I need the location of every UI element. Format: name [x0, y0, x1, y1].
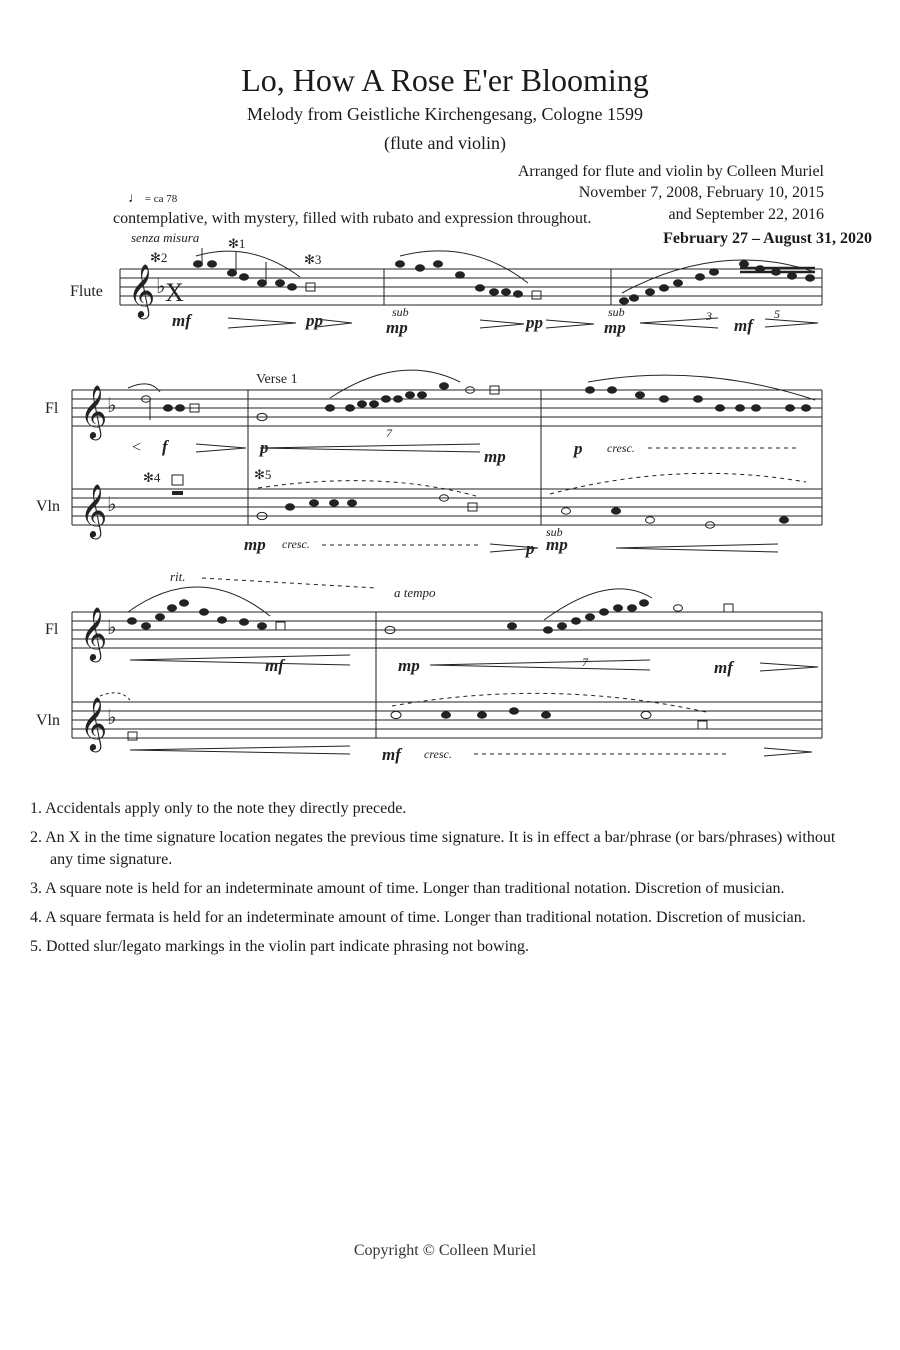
senza-misura-label: senza misura	[131, 230, 200, 245]
instrumentation: (flute and violin)	[384, 133, 506, 153]
rit-label: rit.	[170, 569, 186, 584]
arranger-credit: Arranged for flute and violin by Colleen Muriel	[517, 163, 824, 180]
footnote-2: 2. An X in the time signature location negates the previous time signature. It is in effect a bar/phrase (or bars/phrases) without any time signature.	[30, 829, 836, 868]
dynamic-mp: mp	[386, 318, 408, 337]
dynamic-pp: pp	[526, 313, 543, 332]
system-3-violin-staff	[72, 702, 822, 738]
system-2-violin-staff	[72, 489, 822, 525]
treble-clef-icon: 𝄞	[80, 485, 108, 536]
tuplet-number: 3	[706, 309, 712, 323]
quarter-note-icon: ♩	[128, 191, 142, 206]
footnote-5: 5. Dotted slur/legato markings in the violin part indicate phrasing not bowing.	[30, 938, 530, 955]
flat-icon: ♭	[107, 395, 117, 417]
footnote-4: 4. A square fermata is held for an indeterminate amount of time. Longer than traditional notation. Discretion of musician.	[30, 909, 806, 926]
a-tempo-label: a tempo	[394, 585, 436, 600]
system-2-barlines	[72, 390, 822, 525]
staff-label-flute: Fl	[45, 400, 59, 417]
footnote-1: 1. Accidentals apply only to the note they directly precede.	[30, 800, 407, 817]
dynamic-mf: mf	[382, 745, 401, 764]
system-3-barlines	[72, 612, 822, 738]
dynamic-mf: mf	[714, 658, 733, 677]
system-2-slurs	[128, 370, 815, 496]
dynamic-mf: mf	[265, 656, 284, 675]
dynamic-p: p	[526, 539, 535, 558]
dynamic-f: f	[162, 437, 168, 456]
dynamic-mp: mp	[484, 447, 506, 466]
whole-rest-icon	[172, 491, 183, 495]
cresc-label: cresc.	[282, 537, 310, 551]
dynamic-mp: mp	[398, 656, 420, 675]
dynamic-p: p	[574, 439, 583, 458]
system-3-flute-staff	[72, 612, 822, 648]
dynamic-mp: mp	[604, 318, 626, 337]
sub-label: sub	[608, 305, 625, 319]
treble-clef-icon: 𝄞	[128, 265, 156, 316]
flat-icon: ♭	[107, 617, 117, 639]
dynamic-mp: mp	[546, 535, 568, 554]
footnote-3: 3. A square note is held for an indeterminate amount of time. Longer than traditional notation. Discretion of musician.	[30, 880, 785, 897]
dynamic-mf: mf	[172, 311, 191, 330]
dynamic-p: p	[260, 438, 269, 457]
square-fermata-icon	[172, 475, 183, 485]
copyright: Copyright © Colleen Muriel	[353, 1242, 537, 1259]
treble-clef-icon: 𝄞	[80, 698, 108, 749]
expression-marking: contemplative, with mystery, filled with rubato and expression throughout.	[113, 210, 592, 227]
sub-label: sub	[546, 525, 563, 539]
staff-label-violin: Vln	[36, 712, 60, 729]
footnote-marker-3: ✻3	[304, 252, 322, 267]
footnote-marker-1: ✻1	[228, 236, 246, 251]
footnote-marker-2: ✻2	[150, 250, 168, 265]
date-line-1: November 7, 2008, February 10, 2015	[578, 184, 824, 201]
staff-label-flute: Fl	[45, 621, 59, 638]
sub-label: sub	[392, 305, 409, 319]
tuplet-number: 5	[774, 307, 780, 321]
dynamic-mp: mp	[244, 535, 266, 554]
date-line-3: February 27 – August 31, 2020	[663, 230, 872, 247]
footnote-marker-4: ✻4	[143, 470, 161, 485]
crescendo-sign: <	[132, 439, 142, 456]
rit-dashes	[202, 578, 376, 588]
treble-clef-icon: 𝄞	[80, 386, 108, 437]
footnotes	[30, 798, 850, 965]
subtitle: Melody from Geistliche Kirchengesang, Cologne 1599	[247, 104, 643, 124]
verse-label: Verse 1	[256, 372, 298, 387]
x-time-signature: X	[165, 278, 184, 307]
date-line-2: and September 22, 2016	[668, 206, 824, 223]
staff-label-violin: Vln	[36, 498, 60, 515]
footnote-marker-5: ✻5	[254, 467, 272, 482]
tuplet-number: 7	[582, 655, 588, 669]
cresc-label: cresc.	[607, 441, 635, 455]
flat-icon: ♭	[107, 494, 117, 516]
page-title: Lo, How A Rose E'er Blooming	[241, 62, 649, 98]
flat-icon: ♭	[156, 276, 166, 298]
dynamic-pp: pp	[306, 311, 323, 330]
system-2-notes	[142, 383, 811, 528]
dynamic-mf: mf	[734, 316, 753, 335]
flat-icon: ♭	[107, 707, 117, 729]
tempo-marking: ♩ = ca 78	[128, 191, 178, 206]
staff-label-flute: Flute	[70, 283, 103, 300]
treble-clef-icon: 𝄞	[80, 608, 108, 659]
tuplet-number: 7	[386, 426, 392, 440]
cresc-label: cresc.	[424, 747, 452, 761]
